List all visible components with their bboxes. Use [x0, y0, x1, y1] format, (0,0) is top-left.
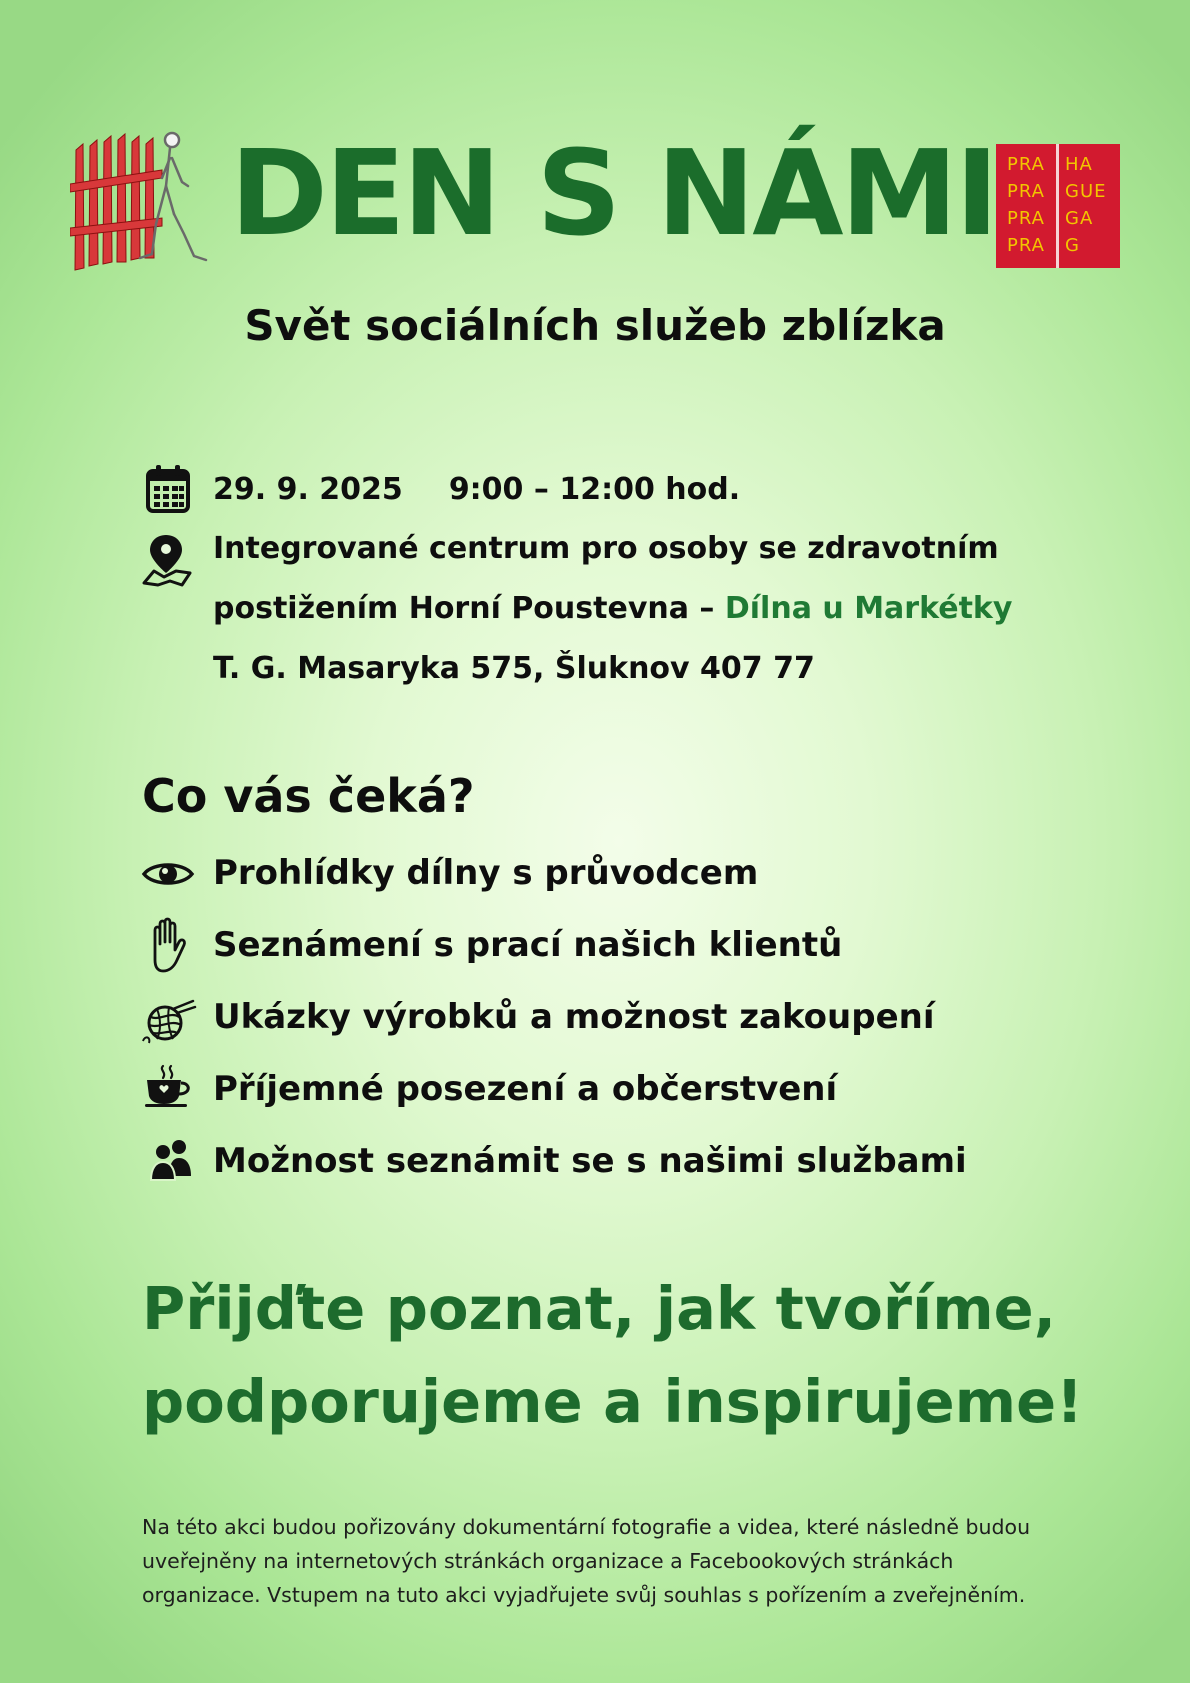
praha-logo-right-column: [1065, 151, 1107, 259]
disclaimer: [142, 1510, 1042, 1612]
cta-line: Přijďte poznat, jak tvoříme,: [142, 1274, 1057, 1343]
calendar-icon: [145, 464, 191, 514]
page-title: DEN S NÁMI: [230, 124, 996, 262]
cta-line: podporujeme a inspirujeme!: [142, 1367, 1084, 1436]
people-icon: [149, 1138, 195, 1182]
logo-text: GUE: [1065, 181, 1107, 202]
event-date-time: [213, 470, 740, 510]
disclaimer-line: Na této akci budou pořizovány dokumentární fotografie a videa, které následně budou: [142, 1515, 1031, 1539]
program-item: Seznámení s prací našich klientů: [213, 925, 843, 965]
logo-text: PRA: [1007, 235, 1045, 256]
coffee-cup-icon: [143, 1064, 197, 1108]
program-item: Příjemné posezení a občerstvení: [213, 1069, 838, 1109]
praha-logo: [996, 144, 1120, 268]
program-item: Prohlídky dílny s průvodcem: [213, 853, 759, 893]
praha-logo-left-column: [1007, 151, 1045, 259]
disclaimer-line: uveřejněny na internetových stránkách organizace a Facebookových stránkách: [142, 1549, 954, 1573]
call-to-action: [142, 1262, 1142, 1448]
logo-text: PRA: [1007, 181, 1045, 202]
map-pin-icon: [142, 533, 194, 587]
address: T. G. Masaryka 575, Šluknov 407 77: [213, 651, 815, 686]
logo-text: PRA: [1007, 208, 1045, 229]
location-text: postižením Horní Poustevna –: [213, 591, 725, 626]
disclaimer-line: organizace. Vstupem na tuto akci vyjadřujete svůj souhlas s pořízením a zveřejněním.: [142, 1583, 1026, 1607]
program-item: Ukázky výrobků a možnost zakoupení: [213, 997, 935, 1037]
section-heading: Co vás čeká?: [142, 769, 475, 823]
program-item: Možnost seznámit se s našimi službami: [213, 1141, 967, 1181]
logo-divider: [1056, 144, 1059, 268]
subtitle: Svět sociálních služeb zblízka: [244, 301, 946, 350]
location-highlight: Dílna u Markétky: [724, 591, 1013, 626]
logo-text: HA: [1065, 154, 1093, 175]
yarn-icon: [141, 999, 197, 1045]
location-line-2: [213, 589, 1012, 629]
hand-icon: [145, 916, 191, 974]
event-date: 29. 9. 2025: [213, 472, 403, 507]
logo-text: GA: [1065, 208, 1094, 229]
location-line-1: Integrované centrum pro osoby se zdravotním: [213, 531, 999, 566]
logo-text: PRA: [1007, 154, 1045, 175]
fence-logo-icon: [70, 128, 215, 273]
event-time: 9:00 – 12:00 hod.: [448, 472, 741, 507]
logo-text: G: [1065, 235, 1080, 256]
eye-icon: [141, 856, 195, 892]
